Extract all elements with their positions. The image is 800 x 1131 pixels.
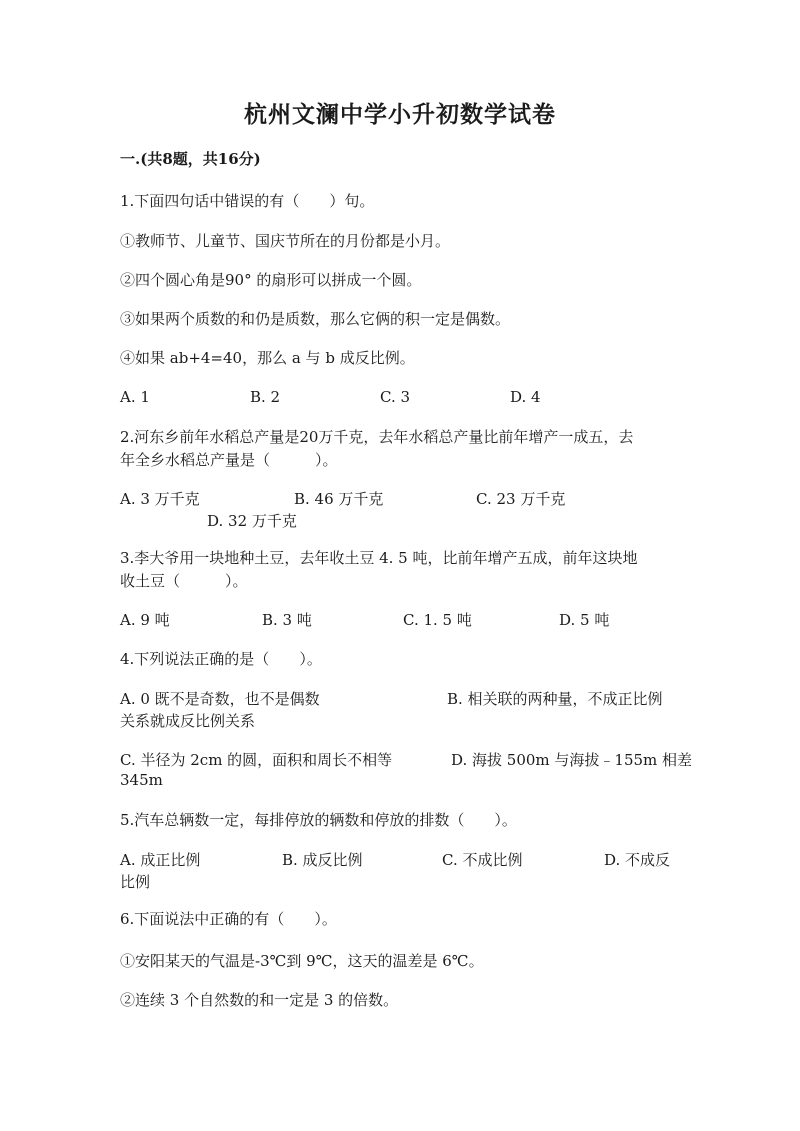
q5-option-a: A. 成正比例 <box>120 851 201 869</box>
q3-option-b: B. 3 吨 <box>262 611 312 629</box>
q4-option-c: C. 半径为 2cm 的圆，面积和周长不相等 <box>120 751 393 769</box>
q4-option-b-line2: 关系就成反比例关系 <box>120 712 256 730</box>
q3-stem-line1: 3.李大爷用一块地种土豆，去年收土豆 4. 5 吨，比前年增产五成，前年这块地 <box>120 549 638 567</box>
exam-title: 杭州文澜中学小升初数学试卷 <box>244 101 556 128</box>
q4-option-a: A. 0 既不是奇数，也不是偶数 <box>120 690 320 708</box>
q1-option-c: C. 3 <box>380 388 411 406</box>
section-heading: 一.(共8题，共16分) <box>120 150 261 168</box>
q1-statement-2: ②四个圆心角是90° 的扇形可以拼成一个圆。 <box>120 271 422 289</box>
q5-option-c: C. 不成比例 <box>442 851 523 869</box>
q3-option-d: D. 5 吨 <box>559 611 610 629</box>
q1-option-a: A. 1 <box>120 388 150 406</box>
q3-option-a: A. 9 吨 <box>120 611 170 629</box>
q4-stem: 4.下列说法正确的是（ ）。 <box>120 650 322 668</box>
q4-option-b-line1: B. 相关联的两种量，不成正比例 <box>447 690 663 708</box>
q2-option-b: B. 46 万千克 <box>294 490 384 508</box>
q6-statement-1: ①安阳某天的气温是-3℃到 9℃，这天的温差是 6℃。 <box>120 952 484 970</box>
q1-option-b: B. 2 <box>250 388 281 406</box>
q1-option-d: D. 4 <box>510 388 541 406</box>
q1-statement-4: ④如果 ab+4=40，那么 a 与 b 成反比例。 <box>120 349 415 367</box>
q4-option-d-line1: D. 海拔 500m 与海拔﹣155m 相差 <box>451 751 693 769</box>
q2-stem-line1: 2.河东乡前年水稻总产量是20万千克，去年水稻总产量比前年增产一成五，去 <box>120 428 634 446</box>
q2-option-a: A. 3 万千克 <box>120 490 200 508</box>
q2-stem-line2: 年全乡水稻总产量是（ ）。 <box>120 451 338 469</box>
q5-option-d-line2: 比例 <box>120 873 151 891</box>
q4-option-d-line2: 345m <box>120 771 163 789</box>
q6-statement-2: ②连续 3 个自然数的和一定是 3 的倍数。 <box>120 991 399 1009</box>
q3-stem-line2: 收土豆（ ）。 <box>120 572 248 590</box>
q5-option-d-line1: D. 不成反 <box>604 851 671 869</box>
q1-statement-3: ③如果两个质数的和仍是质数，那么它俩的积一定是偶数。 <box>120 310 511 328</box>
q1-stem: 1.下面四句话中错误的有（ ）句。 <box>120 192 375 210</box>
q2-option-d: D. 32 万千克 <box>207 512 297 530</box>
q1-statement-1: ①教师节、儿童节、国庆节所在的月份都是小月。 <box>120 232 451 250</box>
q5-option-b: B. 成反比例 <box>282 851 363 869</box>
q3-option-c: C. 1. 5 吨 <box>403 611 472 629</box>
q2-option-c: C. 23 万千克 <box>476 490 566 508</box>
q6-stem: 6.下面说法中正确的有（ ）。 <box>120 910 337 928</box>
q5-stem: 5.汽车总辆数一定，每排停放的辆数和停放的排数（ ）。 <box>120 811 517 829</box>
